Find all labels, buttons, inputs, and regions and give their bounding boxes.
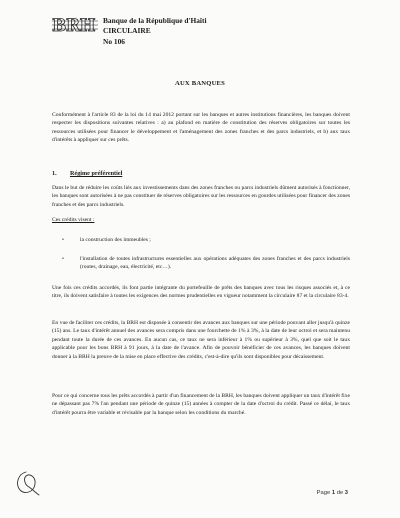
subject-heading: AUX BANQUES [174, 80, 225, 87]
page-of-word: de [336, 490, 344, 496]
paragraph-preferential: Dans le but de réduire les coûts liés aux investissements dans des zones franches ou parcs industriels dûment autorisés à fonctionner, les banques sont autorisées à ne pas constituer de réserves obligatoires sur les ressources en gourdes utilisées pour financer des zones franches et des parcs industriels. [52, 185, 350, 208]
list-item-text: la construction des immeubles ; [80, 237, 151, 243]
paragraph-interest-rate: Pour ce qui concerne tous les prêts accordés à partir d'un financement de la BRH, les banques doivent appliquer un taux d'intérêt fixe ne dépassant pas 7% l'an pendant une période de quinze (15) années à compter de la date d'octroi du crédit. Passé ce délai, le taux d'intérêt pourra être variable et révisable par la banque selon les conditions du marché. [52, 393, 350, 416]
intro-paragraph: Conformément à l'article 83 de la loi du 14 mai 2012 portant sur les banques et autres institutions financières, les banques doivent respecter les dispositions suivantes relatives : a) au plafond en matière de constitution des réserves obligatoires sur toutes les ressources utilisées pour financer le développement et l'aménagement des zones franches et des parcs industriels, et b) aux taux d'intérêts à appliquer sur ces prêts. [52, 112, 350, 144]
list-item [62, 236, 350, 244]
circular-number: No 106 [103, 36, 125, 46]
list-item [62, 255, 350, 272]
page-number [317, 490, 348, 496]
credits-label [52, 216, 350, 224]
page-current: 1 [331, 490, 336, 496]
brh-logo [52, 17, 100, 33]
page-word: Page [316, 490, 331, 496]
section-number: 1. [52, 170, 57, 177]
section-title: Régime préférentiel [70, 170, 123, 177]
section-heading [52, 170, 122, 177]
page-total: 3 [344, 490, 348, 496]
list-item-text: l'installation de toutes infrastructures essentielles aux opérations adéquates des zones franches et des parcs industriels (routes, drainage, eau, électricité, etc…). [80, 256, 350, 271]
letterhead [103, 16, 207, 47]
paragraph-advances: En vue de faciliter ces crédits, la BRH est disposée à consentir des avances aux banques sur une période pouvant aller jusqu'à quinze (15) ans. Le taux d'intérêt annuel des avances sera compris dans une fourchette de 1% à 3%, à la date de leur octroi et sera maintenu pendant toute la durée de ces avances. En aucun cas, ce taux ne sera inférieur à 1% ou supérieur à 3%, quel que soit le taux applicable pour les bons BRH à 91 jours, à la date de l'avance. Afin de pouvoir bénéficier de ces avances, les banques doivent donner à la BRH la preuve de la mise en place effective des crédits, c'est-à-dire qu'ils sont disponibles pour décaissement. [52, 320, 350, 360]
bullet-icon: • [62, 237, 64, 243]
svg-text:BRH: BRH [52, 17, 96, 33]
bullet-icon: • [62, 256, 64, 262]
doc-type: CIRCULAIRE [103, 26, 151, 36]
paragraph-portfolio: Une fois ces crédits accordés, ils font partie intégrante du portefeuille de prêts des banques avec tous les risques associés et, à ce titre, ils doivent satisfaire à toutes les exigences des normes prudentielles en vigueur notamment la circulaire 87 et la circulaire 83-4. [52, 285, 350, 300]
handwritten-initials [12, 468, 42, 498]
org-name: Banque de la République d'Haïti [103, 16, 207, 25]
credits-label-text: Ces crédits visent : [52, 217, 95, 223]
